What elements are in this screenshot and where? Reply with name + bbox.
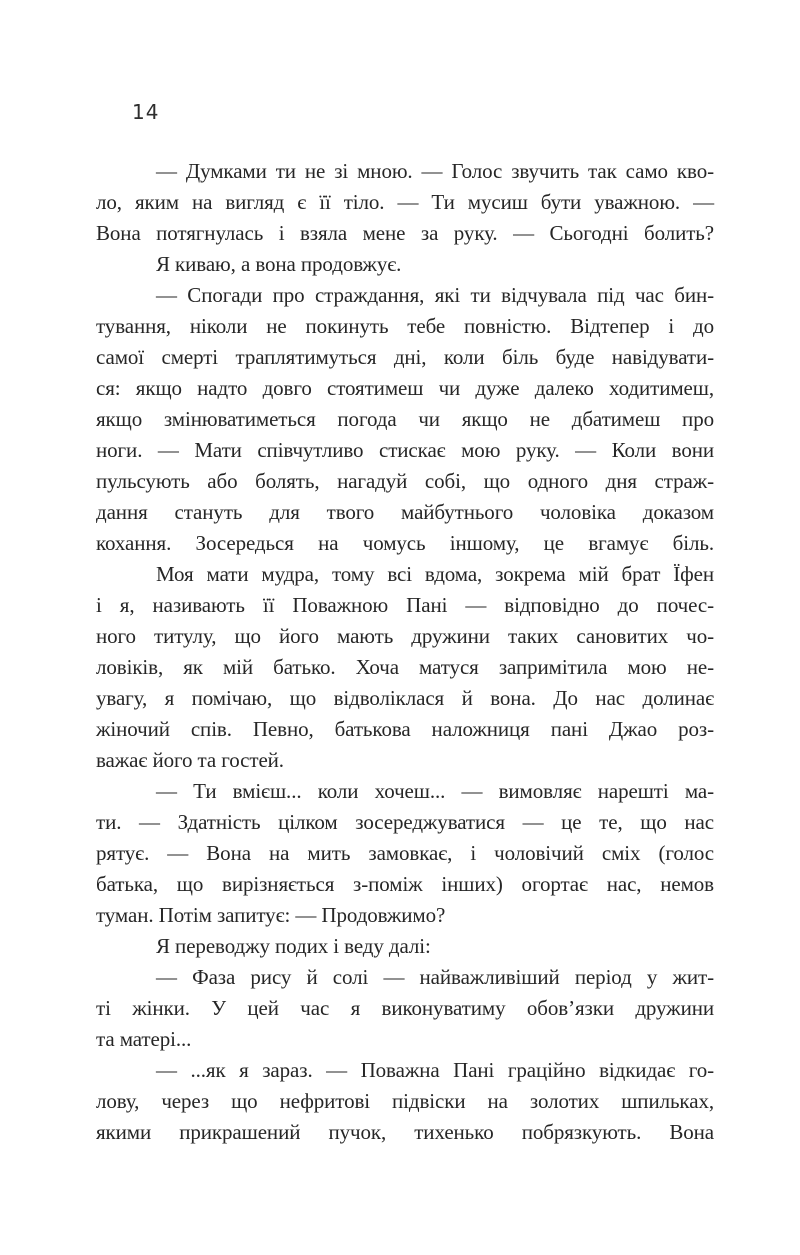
paragraph [96,156,714,249]
text-line: ноги. — Мати співчутливо стискає мою руку. — Коли вони [96,438,714,462]
text-line: лову, через що нефритові підвіски на золотих шпильках, [96,1089,714,1113]
paragraph [96,962,714,1055]
paragraph [96,776,714,931]
text-line: жіночий спів. Певно, батькова наложниця пані Джао роз- [96,717,714,741]
text-line: — Ти вмієш... коли хочеш... — вимовляє нарешті ма- [156,779,714,803]
paragraph [96,1055,714,1148]
text-line: та матері... [96,1027,192,1051]
text-line: кохання. Зосередься на чомусь іншому, це вгамує біль. [96,531,714,555]
text-line: самої смерті траплятимуться дні, коли біль буде навідувати- [96,345,714,369]
text-line: ного титулу, що його мають дружини таких сановитих чо- [96,624,714,648]
text-line: — Думками ти не зі мною. — Голос звучить так само кво- [156,159,714,183]
text-line: ся: якщо надто довго стоятимеш чи дуже далеко ходитимеш, [96,376,714,400]
page-number: 14 [132,100,160,124]
text-line: рятує. — Вона на мить замовкає, і чоловічий сміх (голос [96,841,714,865]
paragraph [96,280,714,559]
text-line: — ...як я зараз. — Поважна Пані граційно відкидає го- [156,1058,714,1082]
text-line: якими прикрашений пучок, тихенько побрязкують. Вона [96,1120,714,1144]
text-line: — Спогади про страждання, які ти відчувала під час бин- [156,283,714,307]
text-line: ло, яким на вигляд є її тіло. — Ти мусиш бути уважною. — [96,190,714,214]
text-line: батька, що вирізняється з-поміж інших) огортає нас, немов [96,872,714,896]
text-line: якщо змінюватиметься погода чи якщо не дбатимеш про [96,407,714,431]
text-line: і я, називають її Поважною Пані — відповідно до почес- [96,593,714,617]
text-block [96,156,714,1148]
text-line: Вона потягнулась і взяла мене за руку. — Сьогодні болить? [96,221,714,245]
paragraph [96,559,714,776]
paragraph [96,249,714,280]
paragraph [96,931,714,962]
text-line: пульсують або болять, нагадуй собі, що одного дня страж- [96,469,714,493]
text-line: ті жінки. У цей час я виконуватиму обов’язки дружини [96,996,714,1020]
text-line: ловіків, як мій батько. Хоча матуся запримітила мою не- [96,655,714,679]
text-line: увагу, я помічаю, що відволіклася й вона. До нас долинає [96,686,714,710]
text-line: важає його та гостей. [96,748,284,772]
text-line: ти. — Здатність цілком зосереджуватися — це те, що нас [96,810,714,834]
text-line: туман. Потім запитує: — Продовжимо? [96,903,446,927]
text-line: — Фаза рису й солі — найважливіший період у жит- [156,965,714,989]
text-line: Я киваю, а вона продовжує. [156,252,402,276]
text-line: Я переводжу подих і веду далі: [156,934,431,958]
text-line: Моя мати мудра, тому всі вдома, зокрема мій брат Їфен [156,562,714,586]
text-line: тування, ніколи не покинуть тебе повністю. Відтепер і до [96,314,714,338]
text-line: дання стануть для твого майбутнього чоловіка доказом [96,500,714,524]
